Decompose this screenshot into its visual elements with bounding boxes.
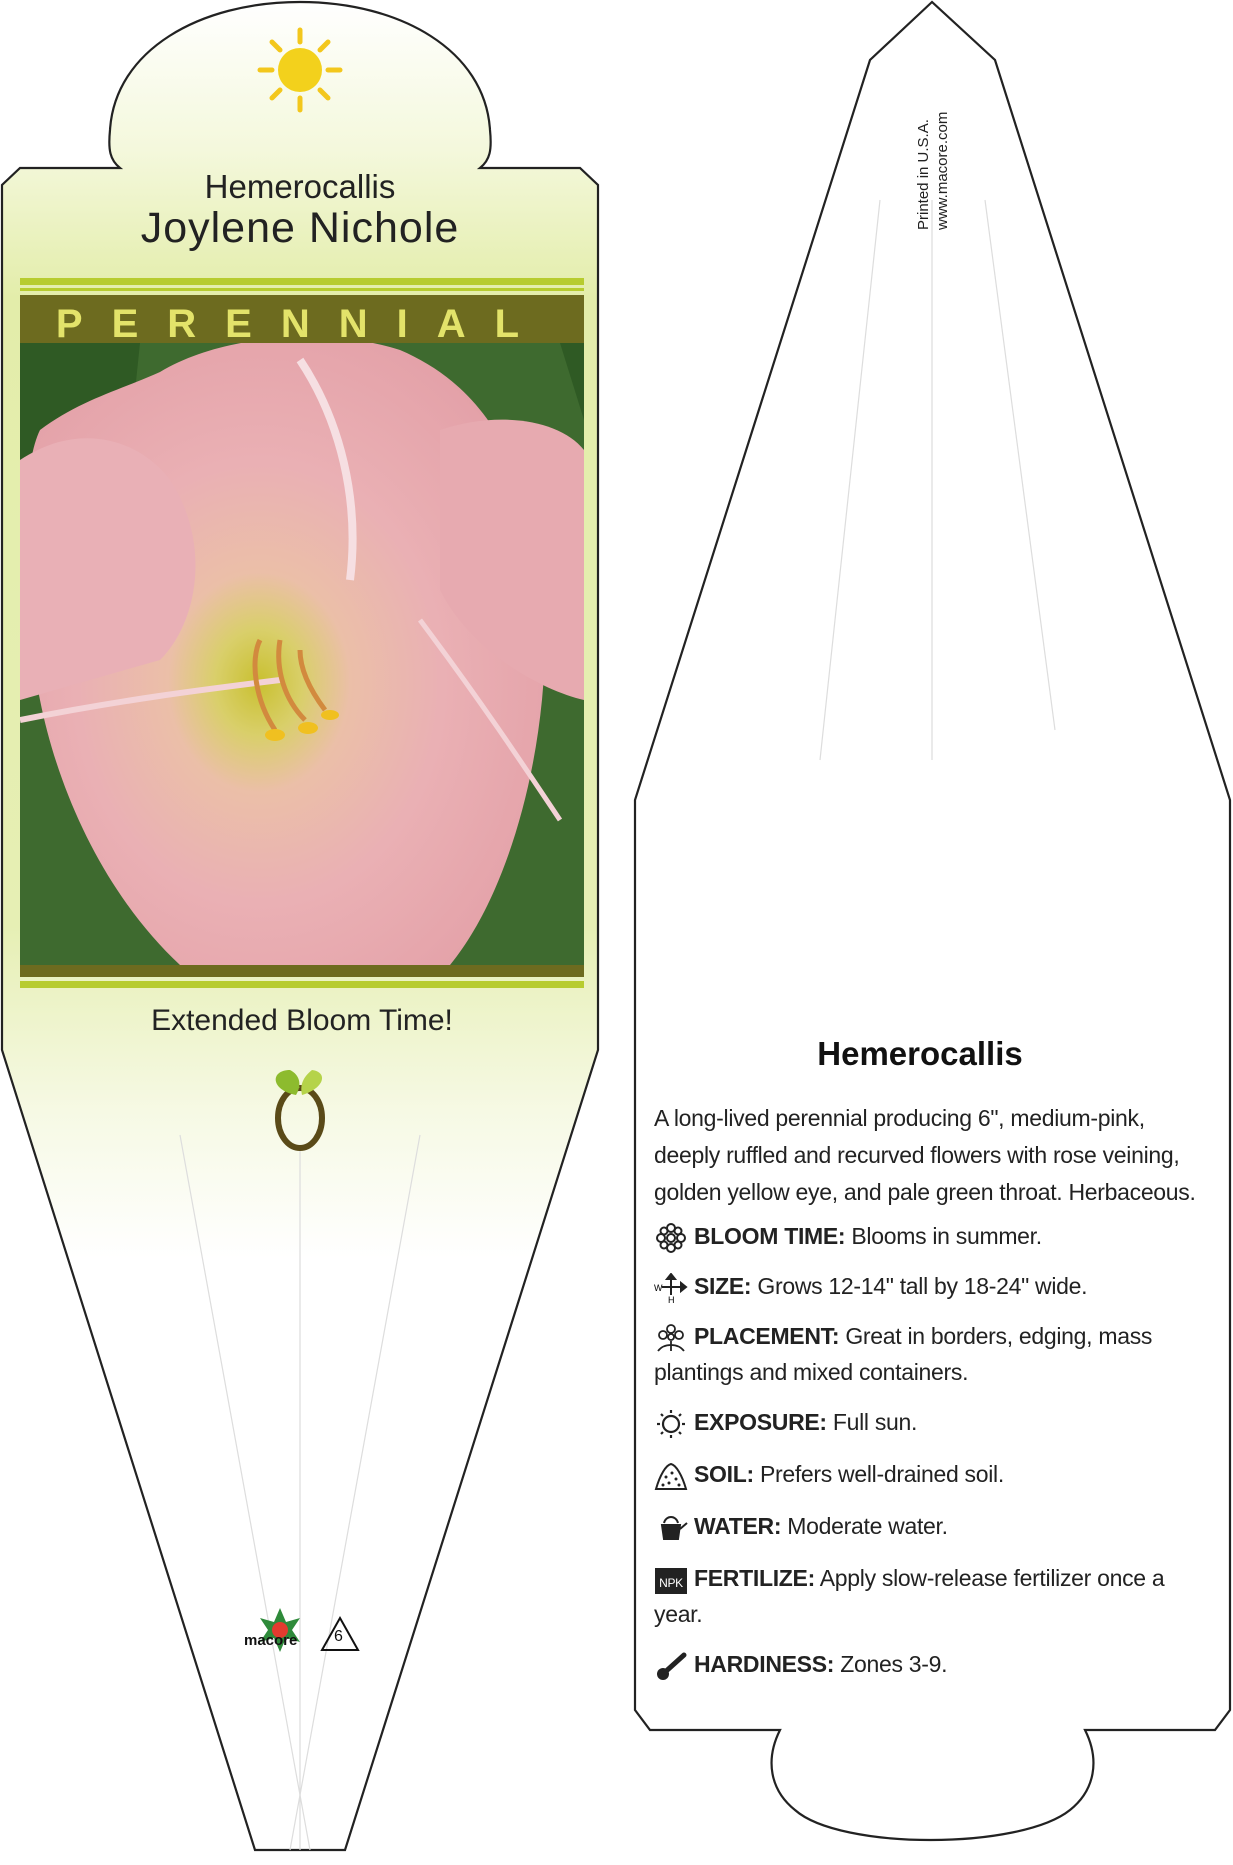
hardiness-text: Zones 3-9. <box>840 1651 948 1677</box>
water-row <box>654 1508 1214 1544</box>
fertilize-text: Apply slow-release fertilizer once a year. <box>654 1565 1165 1627</box>
description: A long-lived perennial producing 6", medium-pink, deeply ruffled and recurved flowers with rose veining, golden yellow eye, and pale green throat. Herbaceous. <box>654 1105 1196 1205</box>
front-cultivar-name: Joylene Nichole <box>140 204 460 252</box>
svg-text:NPK: NPK <box>659 1575 683 1590</box>
placement-text: Great in borders, edging, mass plantings and mixed containers. <box>654 1323 1153 1385</box>
soil-text: Prefers well-drained soil. <box>759 1461 1004 1487</box>
printed-note <box>914 112 952 230</box>
category-banner: PERENNIAL <box>55 302 549 346</box>
exposure-row <box>654 1404 1214 1440</box>
size-label: SIZE: <box>694 1273 752 1299</box>
flower-icon <box>654 1223 688 1253</box>
water-text: Moderate water. <box>787 1513 948 1539</box>
bloom-time-row <box>654 1218 1214 1254</box>
exposure-label: EXPOSURE: <box>694 1409 827 1435</box>
tagline: Extended Bloom Time! <box>151 1004 453 1037</box>
thermometer-icon <box>654 1651 688 1681</box>
back-title: Hemerocallis <box>817 1035 1023 1072</box>
brand-name: macore <box>244 1632 298 1649</box>
sun-outline-icon <box>654 1409 688 1439</box>
svg-text:W: W <box>654 1282 663 1293</box>
soil-icon <box>654 1461 688 1491</box>
size-row <box>654 1268 1214 1304</box>
watering-can-icon <box>654 1513 688 1543</box>
fertilize-row <box>654 1560 1214 1632</box>
printed-line2: www.macore.com <box>934 111 951 230</box>
flower-photo <box>20 337 584 965</box>
front-genus-name: Hemerocallis <box>204 168 396 205</box>
placement-label: PLACEMENT: <box>694 1323 840 1349</box>
npk-icon <box>654 1565 688 1595</box>
water-label: WATER: <box>694 1513 782 1539</box>
exposure-text: Full sun. <box>832 1409 918 1435</box>
placement-row <box>654 1318 1214 1390</box>
recycle-code: 6 <box>334 1628 343 1645</box>
soil-label: SOIL: <box>694 1461 754 1487</box>
hardiness-label: HARDINESS: <box>694 1651 835 1677</box>
printed-line1: Printed in U.S.A. <box>915 119 932 230</box>
hardiness-row <box>654 1646 1214 1682</box>
bloom-time-text: Blooms in summer. <box>851 1223 1042 1249</box>
bloom-time-label: BLOOM TIME: <box>694 1223 846 1249</box>
placement-icon <box>654 1323 688 1353</box>
size-text: Grows 12-14" tall by 18-24" wide. <box>757 1273 1088 1299</box>
soil-row <box>654 1456 1214 1492</box>
svg-text:H: H <box>668 1294 675 1303</box>
fertilize-label: FERTILIZE: <box>694 1565 815 1591</box>
size-icon <box>654 1273 688 1303</box>
sun-icon <box>260 30 340 110</box>
